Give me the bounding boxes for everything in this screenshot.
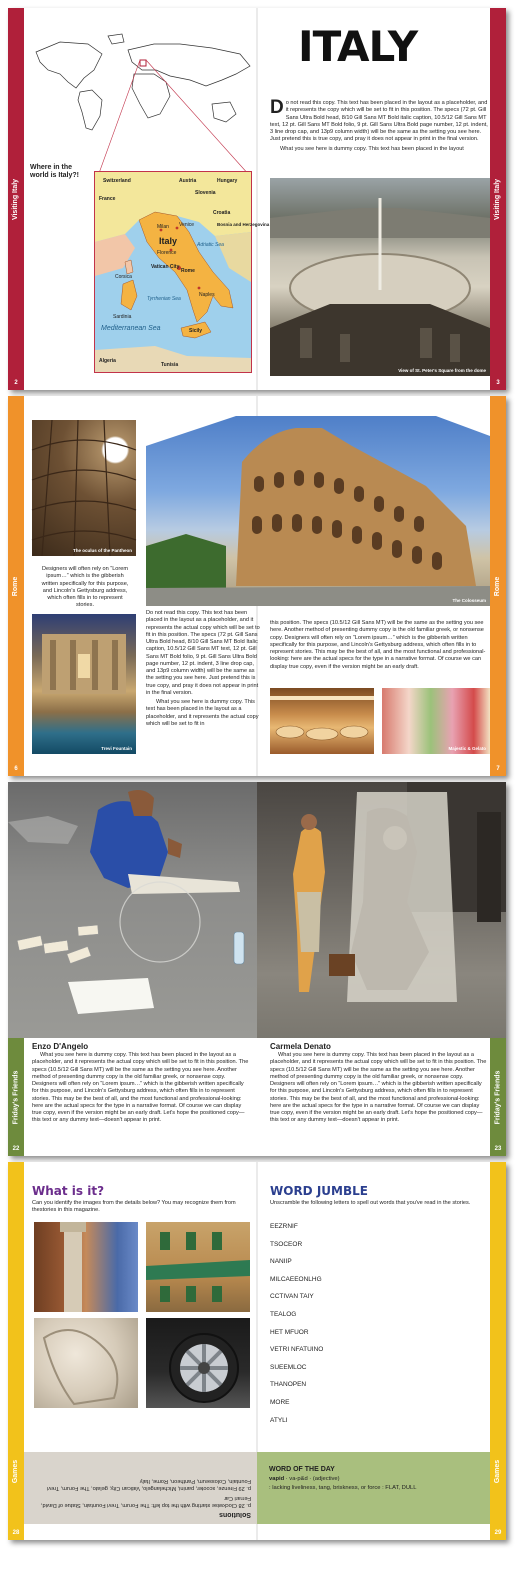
rome-column-1: Do not read this copy. This text has been placed in the layout as a placeholder, and it represents the actual copy which will be set to fit in this position. The specs (72 pt. Gill Sans Ultra Bold head, 8/10 Gill Sans MT Bold Italic caption, 10.5/12 Gill Sans MT text, 12 pt. Gill Sans MT Bold folio, 9 pt. Gill Sans Ultra Bold page number, 12 pt. indent, 3 line drop cap, and 13p9 column width) will be the same as the setting you see here. Just pretend this is true copy, and pray it does not appear in print in the final version. What you see here is dummy copy. This text has been placed in the layout as a placeholder, and it represents the actual copy which will be set to fit in bbox=[146, 610, 260, 727]
pantheon-coffers bbox=[32, 420, 136, 556]
page-number-right: 3 bbox=[496, 380, 500, 386]
gelato-photo bbox=[382, 688, 490, 754]
section-label-right: Rome bbox=[494, 576, 502, 596]
spread-rome bbox=[8, 396, 506, 776]
colosseum-caption: The Colosseum bbox=[452, 598, 486, 603]
colosseum-photo bbox=[146, 416, 490, 606]
detail-photo-building bbox=[146, 1222, 250, 1312]
section-label-left: Friday's Friends bbox=[12, 1070, 20, 1124]
jumble-word: MILCAEEONLHG bbox=[270, 1275, 322, 1283]
jumble-word: TEALOG bbox=[270, 1310, 297, 1318]
map-label-hungary: Hungary bbox=[217, 178, 238, 184]
pull-text: Designers will often rely on “Lorem ipsum…” which is the gibberish written specifically for this purpose, and Lincoln's Gettysburg address, which often fills in to represent stories. bbox=[41, 566, 129, 609]
bakery-drawing bbox=[270, 688, 374, 754]
word-of-the-day-definition: : lacking liveliness, tang, briskness, or force : FLAT, DULL bbox=[269, 1485, 417, 1491]
page-title: ITALY bbox=[298, 22, 418, 71]
word-jumble-list bbox=[270, 1218, 488, 1429]
word-of-the-day-pronunciation: · va-p&d · (adjective) bbox=[285, 1476, 340, 1482]
jumble-word: TSOCEOR bbox=[270, 1240, 303, 1248]
pantheon-photo bbox=[32, 420, 136, 556]
trevi-fountain-photo bbox=[32, 614, 136, 754]
street-performer-drawing bbox=[257, 782, 506, 1038]
map-label-tyrrhenian: Tyrrhenian Sea bbox=[147, 296, 181, 302]
section-label-right: Games bbox=[494, 1459, 502, 1483]
page-number-right: 23 bbox=[494, 1146, 502, 1152]
section-label-left: Visiting Italy bbox=[12, 178, 20, 220]
map-label-austria: Austria bbox=[179, 178, 197, 184]
solutions-box bbox=[24, 1452, 257, 1524]
detail-photo-forum bbox=[34, 1222, 138, 1312]
word-jumble-text: Unscramble the following letters to spell out words that you've read in the stories. bbox=[270, 1200, 471, 1206]
section-label-right: Visiting Italy bbox=[494, 178, 502, 220]
word-of-the-day-entry bbox=[269, 1476, 483, 1482]
rome-column-2: this position. The specs (10.5/12 Gill Sans MT) will be the same as the setting you see here. Another method of presenting dummy copy is the old familiar greek, or nonsense copy. Designers will often rely on “Lorem ipsum…” which is the gibberish written specifically for this purpose, and Lincoln's Gettysburg address, which often fills in to represent stories. This may be the best of all, and the most functional and professional-looking: here are the actual specs for the type in a narrative format. Of course we can display true copy, even if the version might be an early draft. bbox=[270, 620, 486, 670]
map-label-italy: Italy bbox=[159, 236, 178, 246]
spread-italy bbox=[8, 8, 506, 390]
jumble-word: SUEEMLOC bbox=[270, 1363, 307, 1371]
map-label-milan: Milan bbox=[157, 224, 169, 230]
jumble-word: HET MFUOR bbox=[270, 1328, 309, 1336]
map-label-mediterranean: Mediterranean Sea bbox=[101, 325, 161, 332]
colosseum-drawing bbox=[146, 416, 490, 606]
map-label-tunisia: Tunisia bbox=[161, 362, 179, 368]
page-number-right: 29 bbox=[494, 1530, 502, 1536]
drop-cap: D bbox=[270, 97, 284, 118]
spread-fridays-friends bbox=[8, 782, 506, 1156]
map-label-algeria: Algeria bbox=[99, 358, 116, 364]
page-number-left: 2 bbox=[14, 380, 18, 386]
where-caption: Where in the world is Italy?! bbox=[30, 164, 80, 180]
word-of-the-day-title: WORD OF THE DAY bbox=[269, 1466, 335, 1473]
map-label-rome: Rome bbox=[181, 268, 195, 274]
page-number-left: 22 bbox=[12, 1146, 20, 1152]
map-label-bosnia: Bosnia and Herzegovina bbox=[217, 222, 270, 227]
jumble-word: THANOPEN bbox=[270, 1381, 307, 1389]
forum-drawing bbox=[34, 1222, 138, 1312]
chalk-artist-drawing bbox=[8, 782, 257, 1038]
trevi-caption: Trevi Fountain bbox=[101, 746, 132, 751]
map-label-slovenia: Slovenia bbox=[195, 190, 216, 196]
profile-text-2: What you see here is dummy copy. This text has been placed in the layout as a placeholder, and it represents the actual copy which will be set to fit in this position. The specs (10.5/12 Gill Sans MT) will be the same as the setting you see here. Another method of presenting dummy copy is the old familiar greek, or nonsense copy. Designers will often rely on “Lorem ipsum…” which is the gibberish written specifically for this purpose, and Lincoln's Gettysburg address, which often fills in to represent stories. This may be the best of all, and the most functional and professional-looking: here are the actual specs for the type in a narrative format. Of course we can display true copy, even if the version might be an early draft. Let's hope the positioned copy—this text or any dummy text—doesn't appear in print. bbox=[270, 1052, 487, 1124]
solutions-title: Solutions bbox=[219, 1511, 251, 1518]
map-label-corsica: Corsica bbox=[115, 274, 132, 280]
jumble-word: EEZRNIF bbox=[270, 1223, 298, 1230]
wheel-drawing bbox=[146, 1318, 250, 1408]
word-of-the-day-box bbox=[257, 1452, 490, 1524]
word-jumble-title: WORD JUMBLE bbox=[270, 1184, 368, 1198]
map-label-france: France bbox=[99, 196, 116, 202]
map-label-sardinia: Sardinia bbox=[113, 314, 132, 320]
map-label-florence: Florence bbox=[157, 250, 177, 256]
pantheon-caption: The oculus of the Pantheon bbox=[72, 548, 132, 553]
jumble-word: NANIIP bbox=[270, 1258, 292, 1266]
jumble-word: VETRI NFATUINO bbox=[270, 1346, 324, 1354]
bakery-photo bbox=[270, 688, 374, 754]
profile-text-1: What you see here is dummy copy. This text has been placed in the layout as a placeholder, and it represents the actual copy which will be set to fit in this position. The specs (10.5/12 Gill Sans MT) will be the same as the setting you see here. Another method of presenting dummy copy is the old familiar greek, or nonsense copy. Designers will often rely on “Lorem ipsum…” which is the gibberish written specifically for this purpose, and Lincoln's Gettysburg address, which often fills in to represent stories. This may be the best of all, and the most functional and professional-looking: here are the actual specs for the type in a narrative format. Of course we can display true copy, even if the version might be an early draft. Let's hope the positioned copy—this text or any dummy text—doesn't appear in print. bbox=[32, 1052, 249, 1124]
statue-drawing bbox=[34, 1318, 138, 1408]
detail-photo-car-wheel bbox=[146, 1318, 250, 1408]
map-label-sicily: Sicily bbox=[189, 328, 203, 334]
jumble-word: CCTIVAN TAIY bbox=[270, 1293, 314, 1301]
section-label-left: Rome bbox=[12, 576, 20, 596]
st-peters-photo bbox=[270, 178, 490, 376]
map-label-adriatic: Adriatic Sea bbox=[197, 242, 224, 248]
what-is-it-title: What is it? bbox=[32, 1184, 105, 1198]
st-peters-drawing bbox=[270, 178, 490, 376]
chalk-artist-photo bbox=[8, 782, 257, 1038]
map-label-croatia: Croatia bbox=[213, 210, 231, 216]
page-number-left: 6 bbox=[14, 766, 18, 772]
page-number-right: 7 bbox=[496, 766, 500, 772]
map-label-vatican: Vatican City bbox=[151, 264, 180, 270]
street-performer-photo bbox=[257, 782, 506, 1038]
section-label-left: Games bbox=[12, 1459, 20, 1483]
profile-name-2: Carmela Denato bbox=[270, 1042, 331, 1051]
map-label-naples: Naples bbox=[199, 292, 215, 298]
word-of-the-day-word: vapid bbox=[269, 1476, 285, 1482]
map-label-venice: Venice bbox=[179, 222, 195, 228]
intro-text: Do not read this copy. This text has been placed in the layout as a placeholder, and it represents the copy which will be set to fit in this position. The specs (72 pt. Gill Sans Ultra Bold head, 8/10 Gill Sans MT Bold italic caption, 10.5/12 Gill Sans MT text, 12 pt. Gill Sans MT Bold folio, 9 pt. Gill Sans Ultra Bold page number, 12 pt. indent, 3 line drop cap, and 13p9 column width) will be the same as the setting you see here. Just pretend this is true copy, and pray it does not appear in print in the final version. What you see here is dummy copy. This text has been placed in the layout bbox=[270, 97, 488, 152]
italy-map bbox=[94, 171, 270, 373]
solutions-line-2: p. 29 Firenze, scooter, panini, Michelangelo, Vatican City, gelato, The Forum, Trevi Fountain, Colosseum, Pantheon, Rome, Italy bbox=[47, 1478, 251, 1492]
profile-name-1: Enzo D'Angelo bbox=[32, 1042, 89, 1051]
st-peters-caption: View of St. Peter's Square from the dome bbox=[398, 368, 486, 373]
solutions-line-1: p. 28 Clockwise starting with the top left: The Forum, Trevi Fountain, Statue of David, Ferrari Car bbox=[40, 1494, 251, 1508]
jumble-word: ATYLI bbox=[270, 1416, 288, 1424]
section-label-right: Friday's Friends bbox=[494, 1070, 502, 1124]
spread-games bbox=[8, 1162, 506, 1540]
solutions-content bbox=[30, 1458, 251, 1518]
gelato-caption: Majestic & Gelato bbox=[448, 746, 486, 751]
trevi-drawing bbox=[32, 614, 136, 754]
building-drawing bbox=[146, 1222, 250, 1312]
detail-photo-statue bbox=[34, 1318, 138, 1408]
map-label-switzerland: Switzerland bbox=[103, 178, 131, 184]
page-number-left: 28 bbox=[12, 1530, 20, 1536]
what-is-it-text: Can you identify the images from the details below? You may recognize them from thestories in this magazine. bbox=[32, 1200, 236, 1214]
jumble-word: MORE bbox=[270, 1398, 290, 1406]
